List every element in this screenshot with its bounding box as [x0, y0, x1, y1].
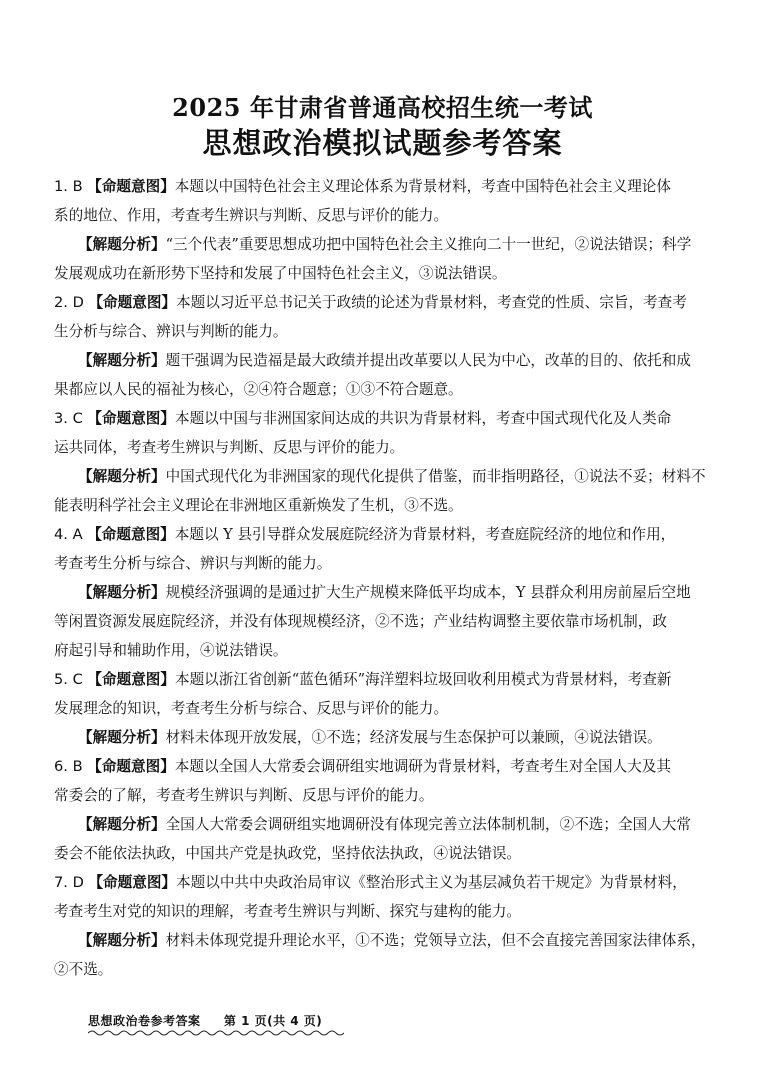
page-number: 第 1 页(共 4 页) [223, 1014, 323, 1028]
intent-tag: 【命题意图】 [88, 874, 177, 891]
question-number: 6. B [54, 758, 83, 775]
analysis-tag: 【解题分析】 [78, 584, 166, 601]
intent-text: 本题以中国与非洲国家间达成的共识为背景材料，考查中国式现代化及人类命 [174, 410, 672, 427]
analysis-tag: 【解题分析】 [78, 932, 166, 949]
analysis-text: 题干强调为民造福是最大政绩并提出改革要以人民为中心，改革的目的、依托和成 [165, 352, 691, 369]
question-number: 3. C [54, 410, 83, 427]
question-number: 1. B [54, 178, 83, 195]
question-7 [54, 868, 720, 984]
analysis-text: ②不选。 [54, 961, 113, 978]
intent-text: 本题以全国人大常委会调研组实地调研为背景材料，考查考生对全国人大及其 [174, 758, 671, 775]
intent-tag: 【命题意图】 [87, 526, 175, 543]
analysis-text: 等闲置资源发展庭院经济，并没有体现规模经济，②不选；产业结构调整主要依靠市场机制，政 [54, 613, 667, 630]
intent-text: 常委会的了解，考查考生辨识与判断、反思与评价的能力。 [54, 787, 434, 804]
intent-text: 考查考生分析与综合、辨识与判断的能力。 [54, 555, 332, 572]
analysis-text: 材料未体现党提升理论水平，①不选；党领导立法，但不会直接完善国家法律体系， [165, 932, 706, 949]
question-3 [54, 404, 720, 520]
intent-tag: 【命题意图】 [87, 671, 175, 688]
analysis-text: 能表明科学社会主义理论在非洲地区重新焕发了生机，③不选。 [54, 497, 463, 514]
footer-wavy-underline [88, 1029, 344, 1037]
answer-content [54, 172, 720, 984]
question-1 [54, 172, 720, 288]
analysis-text: 发展观成功在新形势下坚持和发展了中国特色社会主义，③说法错误。 [54, 265, 507, 282]
question-number: 2. D [54, 294, 84, 311]
intent-text: 本题以习近平总书记关于政绩的论述为背景材料，考查党的性质、宗旨，考查考 [176, 294, 687, 311]
analysis-text: “三个代表”重要思想成功把中国特色社会主义推向二十一世纪，②说法错误；科学 [165, 236, 692, 253]
intent-tag: 【命题意图】 [88, 294, 177, 311]
question-6 [54, 752, 720, 868]
exam-title: 2025 年甘肃省普通高校招生统一考试 [172, 93, 593, 122]
analysis-text: 规模经济强调的是通过扩大生产规模来降低平均成本，Y 县群众利用房前屋后空地 [165, 584, 691, 601]
question-number: 7. D [54, 874, 84, 891]
page-footer [88, 1012, 322, 1029]
intent-text: 系的地位、作用，考查考生辨识与判断、反思与评价的能力。 [54, 207, 449, 224]
question-5 [54, 665, 720, 752]
intent-tag: 【命题意图】 [87, 410, 175, 427]
analysis-tag: 【解题分析】 [78, 236, 166, 253]
analysis-text: 中国式现代化为非洲国家的现代化提供了借鉴，而非指明路径，①说法不妥；材料不 [165, 468, 706, 485]
intent-text: 发展理念的知识，考查考生分析与综合、反思与评价的能力。 [54, 700, 449, 717]
footer-label: 思想政治卷参考答案 [88, 1014, 201, 1028]
analysis-tag: 【解题分析】 [78, 352, 166, 369]
analysis-tag: 【解题分析】 [78, 816, 166, 833]
analysis-text: 委会不能依法执政，中国共产党是执政党，坚持依法执政，④说法错误。 [54, 845, 522, 862]
question-4 [54, 520, 720, 665]
intent-text: 本题以 Y 县引导群众发展庭院经济为背景材料，考查庭院经济的地位和作用， [174, 526, 676, 543]
intent-text: 本题以中共中央政治局审议《整治形式主义为基层减负若干规定》为背景材料， [176, 874, 687, 891]
intent-text: 本题以中国特色社会主义理论体系为背景材料，考查中国特色社会主义理论体 [174, 178, 671, 195]
analysis-tag: 【解题分析】 [78, 468, 166, 485]
question-number: 5. C [54, 671, 83, 688]
intent-text: 运共同体，考查考生辨识与判断、反思与评价的能力。 [54, 439, 405, 456]
question-2 [54, 288, 720, 404]
intent-tag: 【命题意图】 [87, 758, 175, 775]
intent-text: 考查考生对党的知识的理解，考查考生辨识与判断、探究与建构的能力。 [54, 903, 522, 920]
analysis-text: 果都应以人民的福祉为核心，②④符合题意；①③不符合题意。 [54, 381, 463, 398]
answer-key-title: 思想政治模拟试题参考答案 [202, 126, 563, 160]
analysis-text: 全国人大常委会调研组实地调研没有体现完善立法体制机制，②不选；全国人大常 [165, 816, 691, 833]
intent-tag: 【命题意图】 [87, 178, 175, 195]
analysis-text: 材料未体现开放发展，①不选；经济发展与生态保护可以兼顾，④说法错误。 [165, 729, 662, 746]
question-number: 4. A [54, 526, 83, 543]
intent-text: 本题以浙江省创新“蓝色循环”海洋塑料垃圾回收利用模式为背景材料，考查新 [174, 671, 672, 688]
analysis-text: 府起引导和辅助作用，④说法错误。 [54, 642, 288, 659]
analysis-tag: 【解题分析】 [78, 729, 166, 746]
intent-text: 生分析与综合、辨识与判断的能力。 [54, 323, 288, 340]
